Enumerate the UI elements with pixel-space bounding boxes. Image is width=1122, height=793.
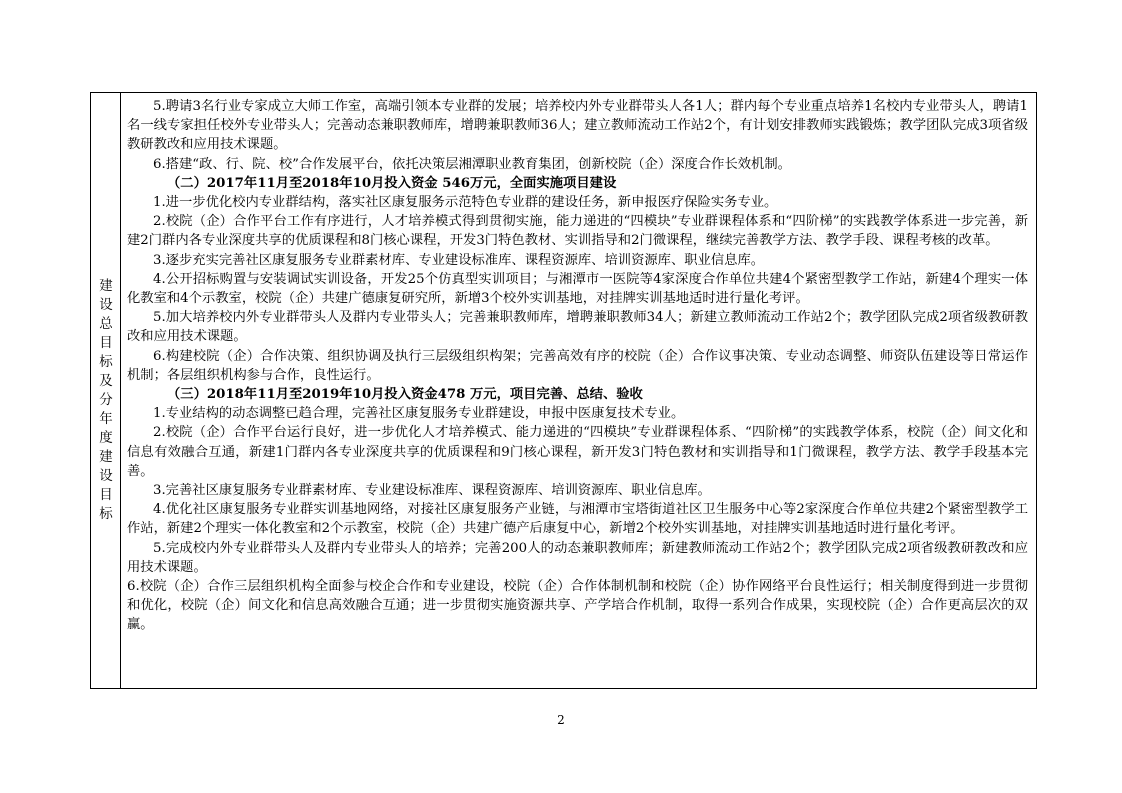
section-label-char: 度 bbox=[99, 430, 113, 446]
goal-item: 5.加大培养校内外专业群带头人及群内专业带头人；完善兼职教师库，增聘兼职教师34人；新建立教师流动工作站2个；教学团队完成2项省级教研教改和应用技术课题。 bbox=[127, 310, 1028, 345]
section-label-char: 标 bbox=[99, 506, 113, 522]
goal-item: 1.进一步优化校内专业群结构，落实社区康复服务示范特色专业群的建设任务，新申报医疗保险实务专业。 bbox=[153, 195, 778, 211]
goal-item: 3.完善社区康复服务专业群素材库、专业建设标准库、课程资源库、培训资源库、职业信息库。 bbox=[153, 483, 711, 499]
section-label-char: 标 bbox=[99, 354, 113, 370]
goal-item: 3.逐步充实完善社区康复服务专业群素材库、专业建设标准库、课程资源库、培训资源库、职业信息库。 bbox=[153, 252, 765, 268]
section-label-char: 年 bbox=[99, 411, 113, 427]
goal-item: 6.构建校院（企）合作决策、组织协调及执行三层级组织构架；完善高效有序的校院（企）合作议事决策、专业动态调整、师资队伍建设等日常运作机制；各层组织机构参与合作，良性运行。 bbox=[127, 348, 1028, 383]
page-number: 2 bbox=[557, 713, 565, 727]
goal-item: 4.优化社区康复服务专业群实训基地网络，对接社区康复服务产业链，与湘潭市宝塔街道社区卫生服务中心等2家深度合作单位共建2个紧密型教学工作站，新建2个理实一体化教室和2个示教室，校院（企）共建广德产后康复中心，新增2个校外实训基地，对挂牌实训基地适时进行量化考评。 bbox=[127, 502, 1028, 537]
goal-item: 2.校院（企）合作平台运行良好，进一步优化人才培养模式、能力递进的“四模块”专业群课程体系、“四阶梯”的实践教学体系，校院（企）间文化和信息有效融合互通，新建1门群内各专业深度共享的优质课程和9门核心课程，新开发3门特色教材和实训指导和1门微课程，教学方法、教学手段基本完善。 bbox=[127, 425, 1028, 479]
goal-item: 1.专业结构的动态调整已趋合理，完善社区康复服务专业群建设，申报中医康复技术专业。 bbox=[153, 406, 685, 422]
goal-item: 4.公开招标购置与安装调试实训设备，开发25个仿真型实训项目；与湘潭市一医院等4家深度合作单位共建4个紧密型教学工作站，新建4个理实一体化教室和4个示教室，校院（企）共建广德康复研究所，新增3个校外实训基地，对挂牌实训基地适时进行量化考评。 bbox=[127, 271, 1028, 307]
section-label-cell bbox=[91, 93, 121, 688]
goal-item: 6.校院（企）合作三层组织机构全面参与校企合作和专业建设，校院（企）合作体制机制和校院（企）协作网络平台良性运行；相关制度得到进一步贯彻和优化，校院（企）间文化和信息高效融合互通；进一步贯彻实施资源共享、产学培合作机制，取得一系列合作成果，实现校院（企）合作更高层次的双赢。 bbox=[127, 579, 1028, 633]
section-label-char: 建 bbox=[99, 449, 113, 465]
section-label-char: 建 bbox=[99, 278, 113, 294]
goal-item: 5.完成校内外专业群带头人及群内专业带头人的培养；完善200人的动态兼职教师库；新建教师流动工作站2个；教学团队完成2项省级教研教改和应用技术课题。 bbox=[127, 540, 1028, 575]
phase-heading: （三）2018年11月至2019年10月投入资金478 万元，项目完善、总结、验收 bbox=[167, 387, 643, 403]
section-label-char: 目 bbox=[99, 335, 113, 351]
phase-heading: （二）2017年11月至2018年10月投入资金 546万元，全面实施项目建设 bbox=[167, 175, 617, 191]
goals-content-cell bbox=[121, 93, 1036, 688]
goal-item: 6.搭建“政、行、院、校”合作发展平台，依托决策层湘潭职业教育集团，创新校院（企）深度合作长效机制。 bbox=[153, 156, 791, 172]
section-label-char: 总 bbox=[99, 316, 113, 332]
goal-item: 5.聘请3名行业专家成立大师工作室，高端引领本专业群的发展；培养校内外专业群带头人各1人；群内每个专业重点培养1名校内专业带头人，聘请1名一线专家担任校外专业带头人；完善动态兼职教师库，增聘兼职教师36人；建立教师流动工作站2个，有计划安排教师实践锻炼；教学团队完成3项省级教研教改和应用技术课题。 bbox=[127, 99, 1028, 153]
goal-item: 2.校院（企）合作平台工作有序进行，人才培养模式得到贯彻实施，能力递进的“四模块”专业群课程体系和“四阶梯”的实践教学体系进一步完善，新建2门群内各专业深度共享的优质课程和8门核心课程，开发3门特色教材、实训指导和2门微课程，继续完善教学方法、教学手段、课程考核的改革。 bbox=[127, 214, 1028, 249]
section-label-char: 及 bbox=[99, 373, 113, 389]
section-label bbox=[91, 277, 121, 524]
section-label-char: 设 bbox=[99, 468, 113, 484]
section-label-char: 分 bbox=[99, 392, 113, 408]
section-label-char: 设 bbox=[99, 297, 113, 313]
section-label-char: 目 bbox=[99, 487, 113, 503]
goals-table bbox=[90, 92, 1037, 689]
